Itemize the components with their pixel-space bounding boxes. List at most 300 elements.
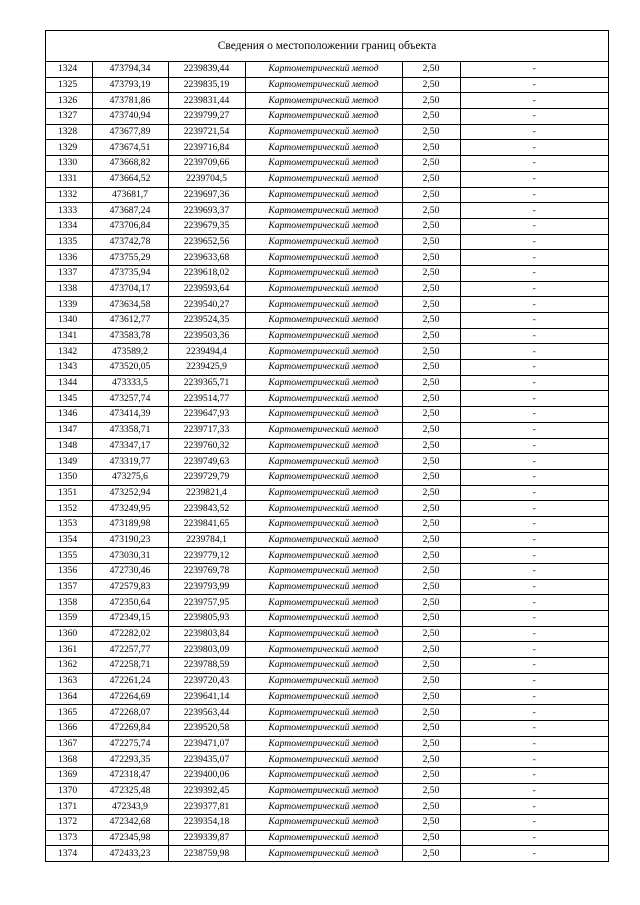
x-coordinate-cell: 472325,48 (92, 783, 168, 799)
note-cell: - (460, 187, 608, 203)
table-row (46, 344, 608, 360)
y-coordinate-cell: 2239717,33 (168, 422, 245, 438)
accuracy-cell: 2,50 (402, 579, 460, 595)
table-row (46, 250, 608, 266)
x-coordinate-cell: 473190,23 (92, 532, 168, 548)
note-cell: - (460, 516, 608, 532)
table-row (46, 548, 608, 564)
point-number-cell: 1335 (46, 234, 92, 250)
table-row (46, 422, 608, 438)
x-coordinate-cell: 473664,52 (92, 171, 168, 187)
note-cell: - (460, 62, 608, 77)
method-cell: Картометрический метод (245, 422, 402, 438)
accuracy-cell: 2,50 (402, 469, 460, 485)
accuracy-cell: 2,50 (402, 516, 460, 532)
y-coordinate-cell: 2239503,36 (168, 328, 245, 344)
method-cell: Картометрический метод (245, 846, 402, 861)
note-cell: - (460, 156, 608, 172)
table-row (46, 407, 608, 423)
point-number-cell: 1359 (46, 611, 92, 627)
method-cell: Картометрический метод (245, 375, 402, 391)
y-coordinate-cell: 2239720,43 (168, 673, 245, 689)
x-coordinate-cell: 472258,71 (92, 658, 168, 674)
y-coordinate-cell: 2239652,56 (168, 234, 245, 250)
accuracy-cell: 2,50 (402, 736, 460, 752)
x-coordinate-cell: 473252,94 (92, 485, 168, 501)
table-row (46, 391, 608, 407)
note-cell: - (460, 705, 608, 721)
x-coordinate-cell: 473781,86 (92, 93, 168, 109)
table-row (46, 595, 608, 611)
accuracy-cell: 2,50 (402, 109, 460, 125)
method-cell: Картометрический метод (245, 767, 402, 783)
accuracy-cell: 2,50 (402, 689, 460, 705)
y-coordinate-cell: 2239704,5 (168, 171, 245, 187)
x-coordinate-cell: 473612,77 (92, 313, 168, 329)
accuracy-cell: 2,50 (402, 187, 460, 203)
y-coordinate-cell: 2239471,07 (168, 736, 245, 752)
point-number-cell: 1332 (46, 187, 92, 203)
x-coordinate-cell: 473520,05 (92, 360, 168, 376)
method-cell: Картометрический метод (245, 516, 402, 532)
accuracy-cell: 2,50 (402, 548, 460, 564)
point-number-cell: 1364 (46, 689, 92, 705)
note-cell: - (460, 250, 608, 266)
method-cell: Картометрический метод (245, 250, 402, 266)
y-coordinate-cell: 2239839,44 (168, 62, 245, 77)
y-coordinate-cell: 2239709,66 (168, 156, 245, 172)
y-coordinate-cell: 2239835,19 (168, 77, 245, 93)
accuracy-cell: 2,50 (402, 658, 460, 674)
point-number-cell: 1356 (46, 564, 92, 580)
note-cell: - (460, 548, 608, 564)
table-row (46, 265, 608, 281)
x-coordinate-cell: 473793,19 (92, 77, 168, 93)
x-coordinate-cell: 473681,7 (92, 187, 168, 203)
y-coordinate-cell: 2239524,35 (168, 313, 245, 329)
note-cell: - (460, 564, 608, 580)
accuracy-cell: 2,50 (402, 564, 460, 580)
y-coordinate-cell: 2239425,9 (168, 360, 245, 376)
accuracy-cell: 2,50 (402, 422, 460, 438)
accuracy-cell: 2,50 (402, 218, 460, 234)
accuracy-cell: 2,50 (402, 234, 460, 250)
note-cell: - (460, 93, 608, 109)
table-row (46, 830, 608, 846)
table-row (46, 736, 608, 752)
point-number-cell: 1339 (46, 297, 92, 313)
y-coordinate-cell: 2239647,93 (168, 407, 245, 423)
y-coordinate-cell: 2239563,44 (168, 705, 245, 721)
method-cell: Картометрический метод (245, 234, 402, 250)
method-cell: Картометрический метод (245, 673, 402, 689)
method-cell: Картометрический метод (245, 705, 402, 721)
point-number-cell: 1347 (46, 422, 92, 438)
boundary-document (45, 30, 609, 862)
x-coordinate-cell: 473634,58 (92, 297, 168, 313)
y-coordinate-cell: 2239831,44 (168, 93, 245, 109)
table-row (46, 313, 608, 329)
y-coordinate-cell: 2239633,68 (168, 250, 245, 266)
table-row (46, 720, 608, 736)
point-number-cell: 1368 (46, 752, 92, 768)
note-cell: - (460, 767, 608, 783)
method-cell: Картометрический метод (245, 391, 402, 407)
x-coordinate-cell: 473794,34 (92, 62, 168, 77)
y-coordinate-cell: 2239757,95 (168, 595, 245, 611)
point-number-cell: 1330 (46, 156, 92, 172)
x-coordinate-cell: 472345,98 (92, 830, 168, 846)
table-row (46, 187, 608, 203)
y-coordinate-cell: 2239729,79 (168, 469, 245, 485)
table-row (46, 705, 608, 721)
table-row (46, 234, 608, 250)
point-number-cell: 1354 (46, 532, 92, 548)
note-cell: - (460, 799, 608, 815)
accuracy-cell: 2,50 (402, 767, 460, 783)
point-number-cell: 1345 (46, 391, 92, 407)
note-cell: - (460, 611, 608, 627)
table-row (46, 454, 608, 470)
table-row (46, 375, 608, 391)
method-cell: Картометрический метод (245, 140, 402, 156)
method-cell: Картометрический метод (245, 407, 402, 423)
method-cell: Картометрический метод (245, 642, 402, 658)
y-coordinate-cell: 2239365,71 (168, 375, 245, 391)
note-cell: - (460, 626, 608, 642)
note-cell: - (460, 689, 608, 705)
accuracy-cell: 2,50 (402, 532, 460, 548)
note-cell: - (460, 281, 608, 297)
accuracy-cell: 2,50 (402, 846, 460, 861)
table-row (46, 218, 608, 234)
y-coordinate-cell: 2239494,4 (168, 344, 245, 360)
table-row (46, 328, 608, 344)
method-cell: Картометрический метод (245, 469, 402, 485)
accuracy-cell: 2,50 (402, 454, 460, 470)
table-row (46, 689, 608, 705)
x-coordinate-cell: 473583,78 (92, 328, 168, 344)
method-cell: Картометрический метод (245, 344, 402, 360)
note-cell: - (460, 375, 608, 391)
method-cell: Картометрический метод (245, 548, 402, 564)
note-cell: - (460, 360, 608, 376)
point-number-cell: 1346 (46, 407, 92, 423)
y-coordinate-cell: 2239339,87 (168, 830, 245, 846)
method-cell: Картометрический метод (245, 579, 402, 595)
accuracy-cell: 2,50 (402, 799, 460, 815)
x-coordinate-cell: 473704,17 (92, 281, 168, 297)
x-coordinate-cell: 473275,6 (92, 469, 168, 485)
note-cell: - (460, 783, 608, 799)
point-number-cell: 1340 (46, 313, 92, 329)
note-cell: - (460, 532, 608, 548)
accuracy-cell: 2,50 (402, 171, 460, 187)
accuracy-cell: 2,50 (402, 501, 460, 517)
y-coordinate-cell: 2238759,98 (168, 846, 245, 861)
point-number-cell: 1344 (46, 375, 92, 391)
accuracy-cell: 2,50 (402, 203, 460, 219)
method-cell: Картометрический метод (245, 187, 402, 203)
x-coordinate-cell: 472342,68 (92, 815, 168, 831)
point-number-cell: 1352 (46, 501, 92, 517)
note-cell: - (460, 673, 608, 689)
method-cell: Картометрический метод (245, 501, 402, 517)
note-cell: - (460, 579, 608, 595)
x-coordinate-cell: 473755,29 (92, 250, 168, 266)
y-coordinate-cell: 2239435,07 (168, 752, 245, 768)
note-cell: - (460, 595, 608, 611)
point-number-cell: 1324 (46, 62, 92, 77)
point-number-cell: 1343 (46, 360, 92, 376)
note-cell: - (460, 218, 608, 234)
x-coordinate-cell: 473742,78 (92, 234, 168, 250)
note-cell: - (460, 815, 608, 831)
table-row (46, 203, 608, 219)
x-coordinate-cell: 473347,17 (92, 438, 168, 454)
x-coordinate-cell: 472350,64 (92, 595, 168, 611)
accuracy-cell: 2,50 (402, 783, 460, 799)
method-cell: Картометрический метод (245, 156, 402, 172)
accuracy-cell: 2,50 (402, 156, 460, 172)
table-row (46, 93, 608, 109)
method-cell: Картометрический метод (245, 265, 402, 281)
table-row (46, 77, 608, 93)
x-coordinate-cell: 472293,35 (92, 752, 168, 768)
x-coordinate-cell: 473414,39 (92, 407, 168, 423)
method-cell: Картометрический метод (245, 815, 402, 831)
x-coordinate-cell: 472261,24 (92, 673, 168, 689)
x-coordinate-cell: 473668,82 (92, 156, 168, 172)
x-coordinate-cell: 473589,2 (92, 344, 168, 360)
accuracy-cell: 2,50 (402, 485, 460, 501)
x-coordinate-cell: 472343,9 (92, 799, 168, 815)
table-row (46, 140, 608, 156)
table-row (46, 297, 608, 313)
y-coordinate-cell: 2239514,77 (168, 391, 245, 407)
y-coordinate-cell: 2239716,84 (168, 140, 245, 156)
method-cell: Картометрический метод (245, 485, 402, 501)
accuracy-cell: 2,50 (402, 360, 460, 376)
point-number-cell: 1357 (46, 579, 92, 595)
table-row (46, 438, 608, 454)
accuracy-cell: 2,50 (402, 344, 460, 360)
point-number-cell: 1337 (46, 265, 92, 281)
note-cell: - (460, 124, 608, 140)
table-row (46, 642, 608, 658)
x-coordinate-cell: 472264,69 (92, 689, 168, 705)
table-row (46, 485, 608, 501)
accuracy-cell: 2,50 (402, 375, 460, 391)
y-coordinate-cell: 2239793,99 (168, 579, 245, 595)
accuracy-cell: 2,50 (402, 62, 460, 77)
point-number-cell: 1371 (46, 799, 92, 815)
table-row (46, 799, 608, 815)
x-coordinate-cell: 472275,74 (92, 736, 168, 752)
note-cell: - (460, 830, 608, 846)
x-coordinate-cell: 472269,84 (92, 720, 168, 736)
accuracy-cell: 2,50 (402, 297, 460, 313)
accuracy-cell: 2,50 (402, 611, 460, 627)
y-coordinate-cell: 2239697,36 (168, 187, 245, 203)
point-number-cell: 1360 (46, 626, 92, 642)
point-number-cell: 1361 (46, 642, 92, 658)
x-coordinate-cell: 473030,31 (92, 548, 168, 564)
accuracy-cell: 2,50 (402, 313, 460, 329)
accuracy-cell: 2,50 (402, 815, 460, 831)
coordinates-table-body (46, 62, 608, 861)
point-number-cell: 1326 (46, 93, 92, 109)
note-cell: - (460, 203, 608, 219)
note-cell: - (460, 422, 608, 438)
method-cell: Картометрический метод (245, 218, 402, 234)
point-number-cell: 1328 (46, 124, 92, 140)
x-coordinate-cell: 472730,46 (92, 564, 168, 580)
point-number-cell: 1348 (46, 438, 92, 454)
y-coordinate-cell: 2239805,93 (168, 611, 245, 627)
y-coordinate-cell: 2239377,81 (168, 799, 245, 815)
point-number-cell: 1362 (46, 658, 92, 674)
x-coordinate-cell: 472318,47 (92, 767, 168, 783)
note-cell: - (460, 171, 608, 187)
x-coordinate-cell: 473333,5 (92, 375, 168, 391)
accuracy-cell: 2,50 (402, 93, 460, 109)
table-row (46, 767, 608, 783)
y-coordinate-cell: 2239749,63 (168, 454, 245, 470)
y-coordinate-cell: 2239779,12 (168, 548, 245, 564)
accuracy-cell: 2,50 (402, 752, 460, 768)
x-coordinate-cell: 472433,23 (92, 846, 168, 861)
method-cell: Картометрический метод (245, 77, 402, 93)
x-coordinate-cell: 473249,95 (92, 501, 168, 517)
y-coordinate-cell: 2239679,35 (168, 218, 245, 234)
point-number-cell: 1334 (46, 218, 92, 234)
table-row (46, 109, 608, 125)
y-coordinate-cell: 2239540,27 (168, 297, 245, 313)
x-coordinate-cell: 473677,89 (92, 124, 168, 140)
method-cell: Картометрический метод (245, 611, 402, 627)
method-cell: Картометрический метод (245, 109, 402, 125)
accuracy-cell: 2,50 (402, 705, 460, 721)
point-number-cell: 1338 (46, 281, 92, 297)
table-row (46, 564, 608, 580)
x-coordinate-cell: 473189,98 (92, 516, 168, 532)
point-number-cell: 1367 (46, 736, 92, 752)
y-coordinate-cell: 2239769,78 (168, 564, 245, 580)
table-row (46, 469, 608, 485)
method-cell: Картометрический метод (245, 297, 402, 313)
point-number-cell: 1341 (46, 328, 92, 344)
point-number-cell: 1372 (46, 815, 92, 831)
point-number-cell: 1363 (46, 673, 92, 689)
point-number-cell: 1358 (46, 595, 92, 611)
point-number-cell: 1351 (46, 485, 92, 501)
table-row (46, 62, 608, 77)
y-coordinate-cell: 2239354,18 (168, 815, 245, 831)
method-cell: Картометрический метод (245, 799, 402, 815)
accuracy-cell: 2,50 (402, 77, 460, 93)
table-row (46, 579, 608, 595)
table-row (46, 124, 608, 140)
x-coordinate-cell: 473257,74 (92, 391, 168, 407)
x-coordinate-cell: 472257,77 (92, 642, 168, 658)
note-cell: - (460, 752, 608, 768)
method-cell: Картометрический метод (245, 626, 402, 642)
method-cell: Картометрический метод (245, 720, 402, 736)
note-cell: - (460, 469, 608, 485)
method-cell: Картометрический метод (245, 62, 402, 77)
table-row (46, 532, 608, 548)
point-number-cell: 1333 (46, 203, 92, 219)
coordinates-table (46, 62, 608, 861)
note-cell: - (460, 297, 608, 313)
note-cell: - (460, 642, 608, 658)
y-coordinate-cell: 2239803,09 (168, 642, 245, 658)
note-cell: - (460, 407, 608, 423)
method-cell: Картометрический метод (245, 328, 402, 344)
table-row (46, 658, 608, 674)
x-coordinate-cell: 472282,02 (92, 626, 168, 642)
method-cell: Картометрический метод (245, 313, 402, 329)
point-number-cell: 1355 (46, 548, 92, 564)
x-coordinate-cell: 473740,94 (92, 109, 168, 125)
table-row (46, 281, 608, 297)
point-number-cell: 1349 (46, 454, 92, 470)
y-coordinate-cell: 2239400,06 (168, 767, 245, 783)
point-number-cell: 1350 (46, 469, 92, 485)
method-cell: Картометрический метод (245, 783, 402, 799)
accuracy-cell: 2,50 (402, 265, 460, 281)
note-cell: - (460, 77, 608, 93)
y-coordinate-cell: 2239593,64 (168, 281, 245, 297)
method-cell: Картометрический метод (245, 171, 402, 187)
note-cell: - (460, 454, 608, 470)
note-cell: - (460, 736, 608, 752)
table-row (46, 516, 608, 532)
table-row (46, 171, 608, 187)
y-coordinate-cell: 2239843,52 (168, 501, 245, 517)
table-row (46, 846, 608, 861)
note-cell: - (460, 313, 608, 329)
table-row (46, 626, 608, 642)
accuracy-cell: 2,50 (402, 830, 460, 846)
y-coordinate-cell: 2239520,58 (168, 720, 245, 736)
method-cell: Картометрический метод (245, 281, 402, 297)
point-number-cell: 1353 (46, 516, 92, 532)
note-cell: - (460, 391, 608, 407)
method-cell: Картометрический метод (245, 736, 402, 752)
point-number-cell: 1342 (46, 344, 92, 360)
accuracy-cell: 2,50 (402, 140, 460, 156)
x-coordinate-cell: 473706,84 (92, 218, 168, 234)
method-cell: Картометрический метод (245, 124, 402, 140)
table-row (46, 156, 608, 172)
point-number-cell: 1336 (46, 250, 92, 266)
accuracy-cell: 2,50 (402, 328, 460, 344)
note-cell: - (460, 485, 608, 501)
point-number-cell: 1369 (46, 767, 92, 783)
y-coordinate-cell: 2239841,65 (168, 516, 245, 532)
note-cell: - (460, 234, 608, 250)
note-cell: - (460, 344, 608, 360)
accuracy-cell: 2,50 (402, 124, 460, 140)
x-coordinate-cell: 472349,15 (92, 611, 168, 627)
accuracy-cell: 2,50 (402, 595, 460, 611)
method-cell: Картометрический метод (245, 658, 402, 674)
accuracy-cell: 2,50 (402, 720, 460, 736)
note-cell: - (460, 265, 608, 281)
y-coordinate-cell: 2239693,37 (168, 203, 245, 219)
